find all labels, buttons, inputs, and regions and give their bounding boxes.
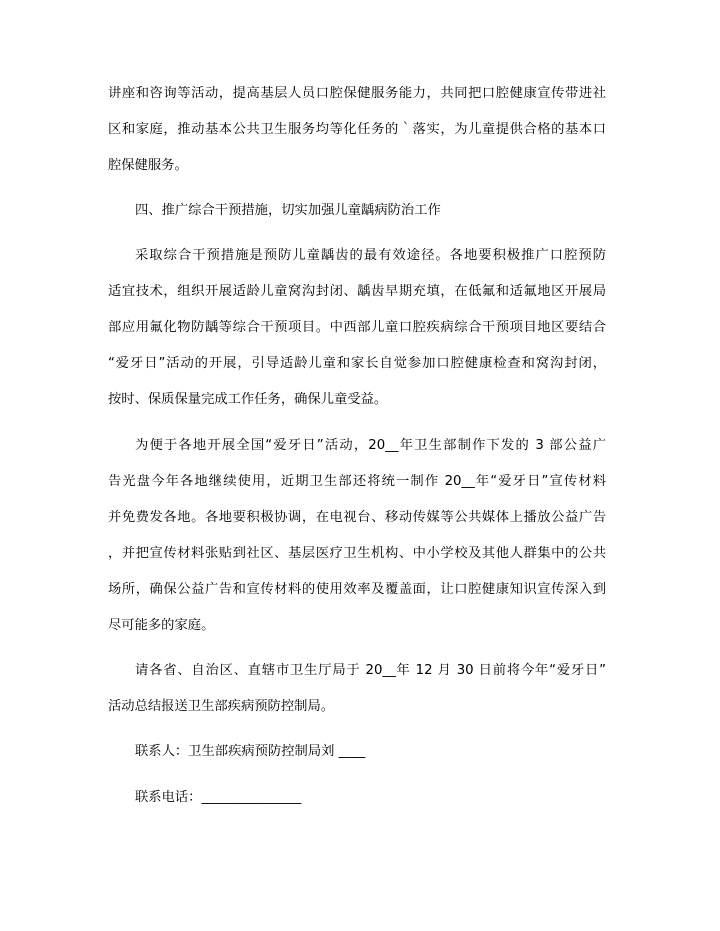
paragraph-4-line-2: 活动总结报送卫生部疾病预防控制局。 [108,699,335,714]
section-heading-4: 四、推广综合干预措施，切实加强儿童龋病防治工作 [135,203,441,218]
paragraph-3-line-6: 尽可能多的家庭。 [108,618,215,633]
contact-phone: 联系电话：_______________ [135,790,302,805]
paragraph-2-line-1: 采取综合干预措施是预防儿童龋齿的最有效途径。各地要积极推广口腔预防 [135,248,606,263]
paragraph-3-line-3: 并免费发各地。各地要积极协调，在电视台、移动传媒等公共媒体上播放公益广告 [108,510,606,525]
paragraph-3-line-1: 为便于各地开展全国“爱牙日”活动，20__年卫生部制作下发的 3 部公益广 [135,438,606,453]
paragraph-1-line-3: 腔保健服务。 [108,158,188,173]
paragraph-2-line-3: 部应用氟化物防龋等综合干预项目。中西部儿童口腔疾病综合干预项目地区要结合 [108,320,606,335]
paragraph-1-line-2: 区和家庭，推动基本公共卫生服务均等化任务的｀落实，为儿童提供合格的基本口 [108,122,606,137]
contact-person: 联系人：卫生部疾病预防控制局刘 ____ [135,744,366,759]
paragraph-3-line-5: 场所，确保公益广告和宣传材料的使用效率及覆盖面，让口腔健康知识宣传深入到 [108,582,606,597]
paragraph-3-line-4: ，并把宣传材料张贴到社区、基层医疗卫生机构、中小学校及其他人群集中的公共 [108,546,606,561]
paragraph-2-line-4: “爱牙日”活动的开展，引导适龄儿童和家长自觉参加口腔健康检查和窝沟封闭， [108,356,606,371]
paragraph-3-line-2: 告光盘今年各地继续使用，近期卫生部还将统一制作 20__年“爱牙日”宣传材料 [108,474,606,489]
paragraph-2-line-2: 适宜技术，组织开展适龄儿童窝沟封闭、龋齿早期充填，在低氟和适氟地区开展局 [108,284,606,299]
paragraph-4-line-1: 请各省、自治区、直辖市卫生厅局于 20__年 12 月 30 日前将今年“爱牙日” [135,663,606,678]
paragraph-1-line-1: 讲座和咨询等活动，提高基层人员口腔保健服务能力，共同把口腔健康宣传带进社 [108,86,606,101]
paragraph-2-line-5: 按时、保质保量完成工作任务，确保儿童受益。 [108,392,388,407]
